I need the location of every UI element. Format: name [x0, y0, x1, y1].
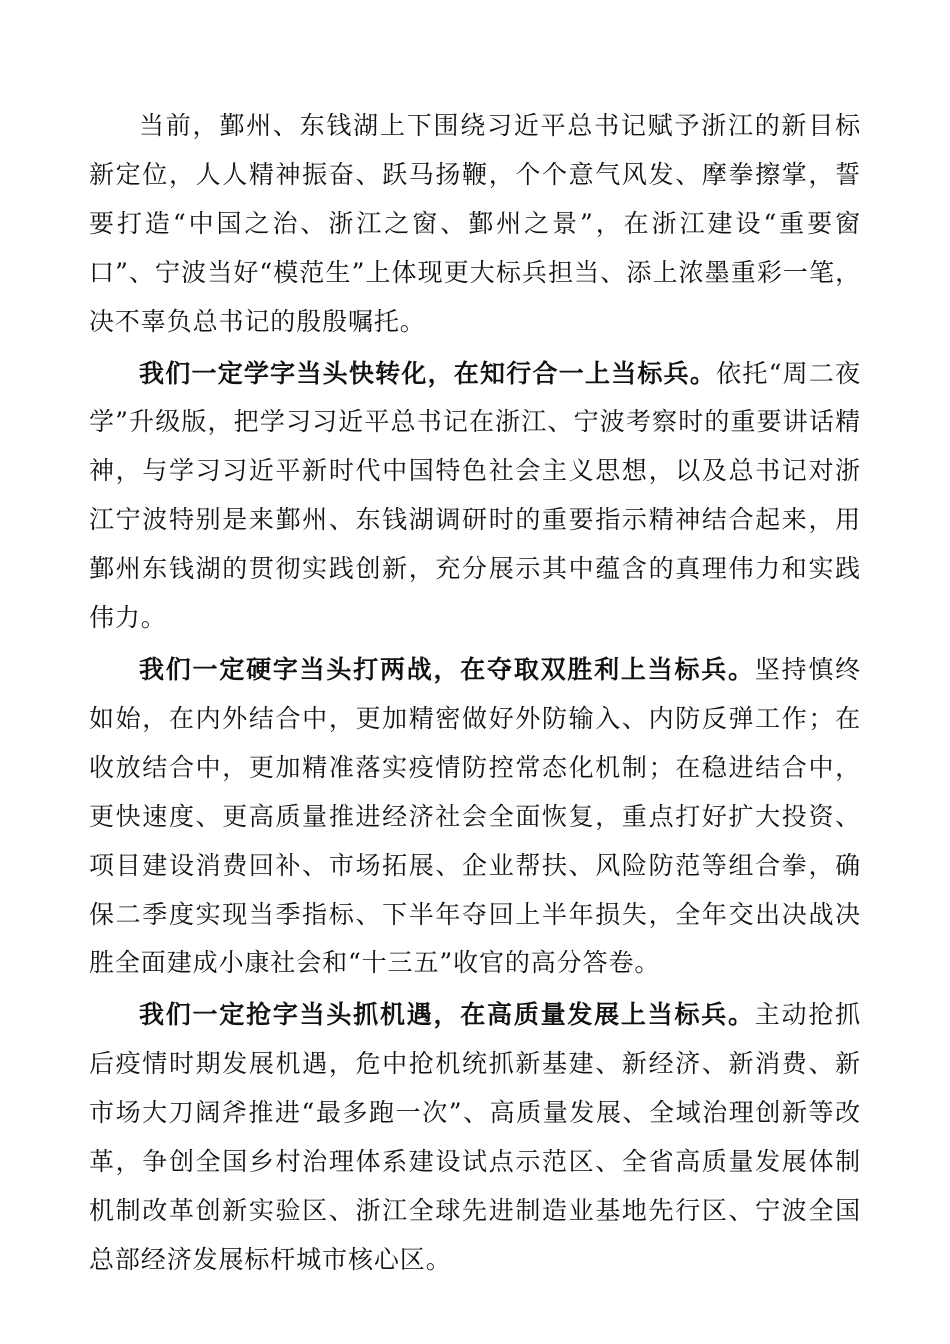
paragraph-1-body: 当前，鄞州、东钱湖上下围绕习近平总书记赋予浙江的新目标新定位，人人精神振奋、跃马扬鞭，个个意气风发、摩拳擦掌，誓要打造“中国之治、浙江之窗、鄞州之景”，在浙江建设“重要窗口”、宁波当好“模范生”上体现更大标兵担当、添上浓墨重彩一笔，决不辜负总书记的殷殷嘱托。 — [89, 111, 861, 336]
document-body — [89, 102, 861, 1285]
paragraph-1 — [89, 102, 861, 347]
paragraph-3 — [89, 646, 861, 988]
paragraph-2-body: 依托“周二夜学”升级版，把学习习近平总书记在浙江、宁波考察时的重要讲话精神，与学习习近平新时代中国特色社会主义思想，以及总书记对浙江宁波特别是来鄞州、东钱湖调研时的重要指示精神结合起来，用鄞州东钱湖的贯彻实践创新，充分展示其中蕴含的真理伟力和实践伟力。 — [89, 358, 861, 633]
paragraph-3-lead: 我们一定硬字当头打两战，在夺取双胜利上当标兵。 — [139, 654, 755, 684]
paragraph-2 — [89, 350, 861, 643]
paragraph-4-body: 主动抢抓后疫情时期发展机遇，危中抢机统抓新基建、新经济、新消费、新市场大刀阔斧推进“最多跑一次”、高质量发展、全域治理创新等改革，争创全国乡村治理体系建设试点示范区、全省高质量发展体制机制改革创新实验区、浙江全球先进制造业基地先行区、宁波全国总部经济发展标杆城市核心区。 — [89, 1000, 861, 1274]
paragraph-4 — [89, 991, 861, 1284]
paragraph-2-lead: 我们一定学字当头快转化，在知行合一上当标兵。 — [139, 358, 717, 388]
paragraph-3-body: 坚持慎终如始，在内外结合中，更加精密做好外防输入、内防反弹工作；在收放结合中，更加精准落实疫情防控常态化机制；在稳进结合中，更快速度、更高质量推进经济社会全面恢复，重点打好扩大投资、项目建设消费回补、市场拓展、企业帮扶、风险防范等组合拳，确保二季度实现当季指标、下半年夺回上半年损失，全年交出决战决胜全面建成小康社会和“十三五”收官的高分答卷。 — [89, 654, 861, 978]
paragraph-4-lead: 我们一定抢字当头抓机遇，在高质量发展上当标兵。 — [139, 1000, 755, 1030]
